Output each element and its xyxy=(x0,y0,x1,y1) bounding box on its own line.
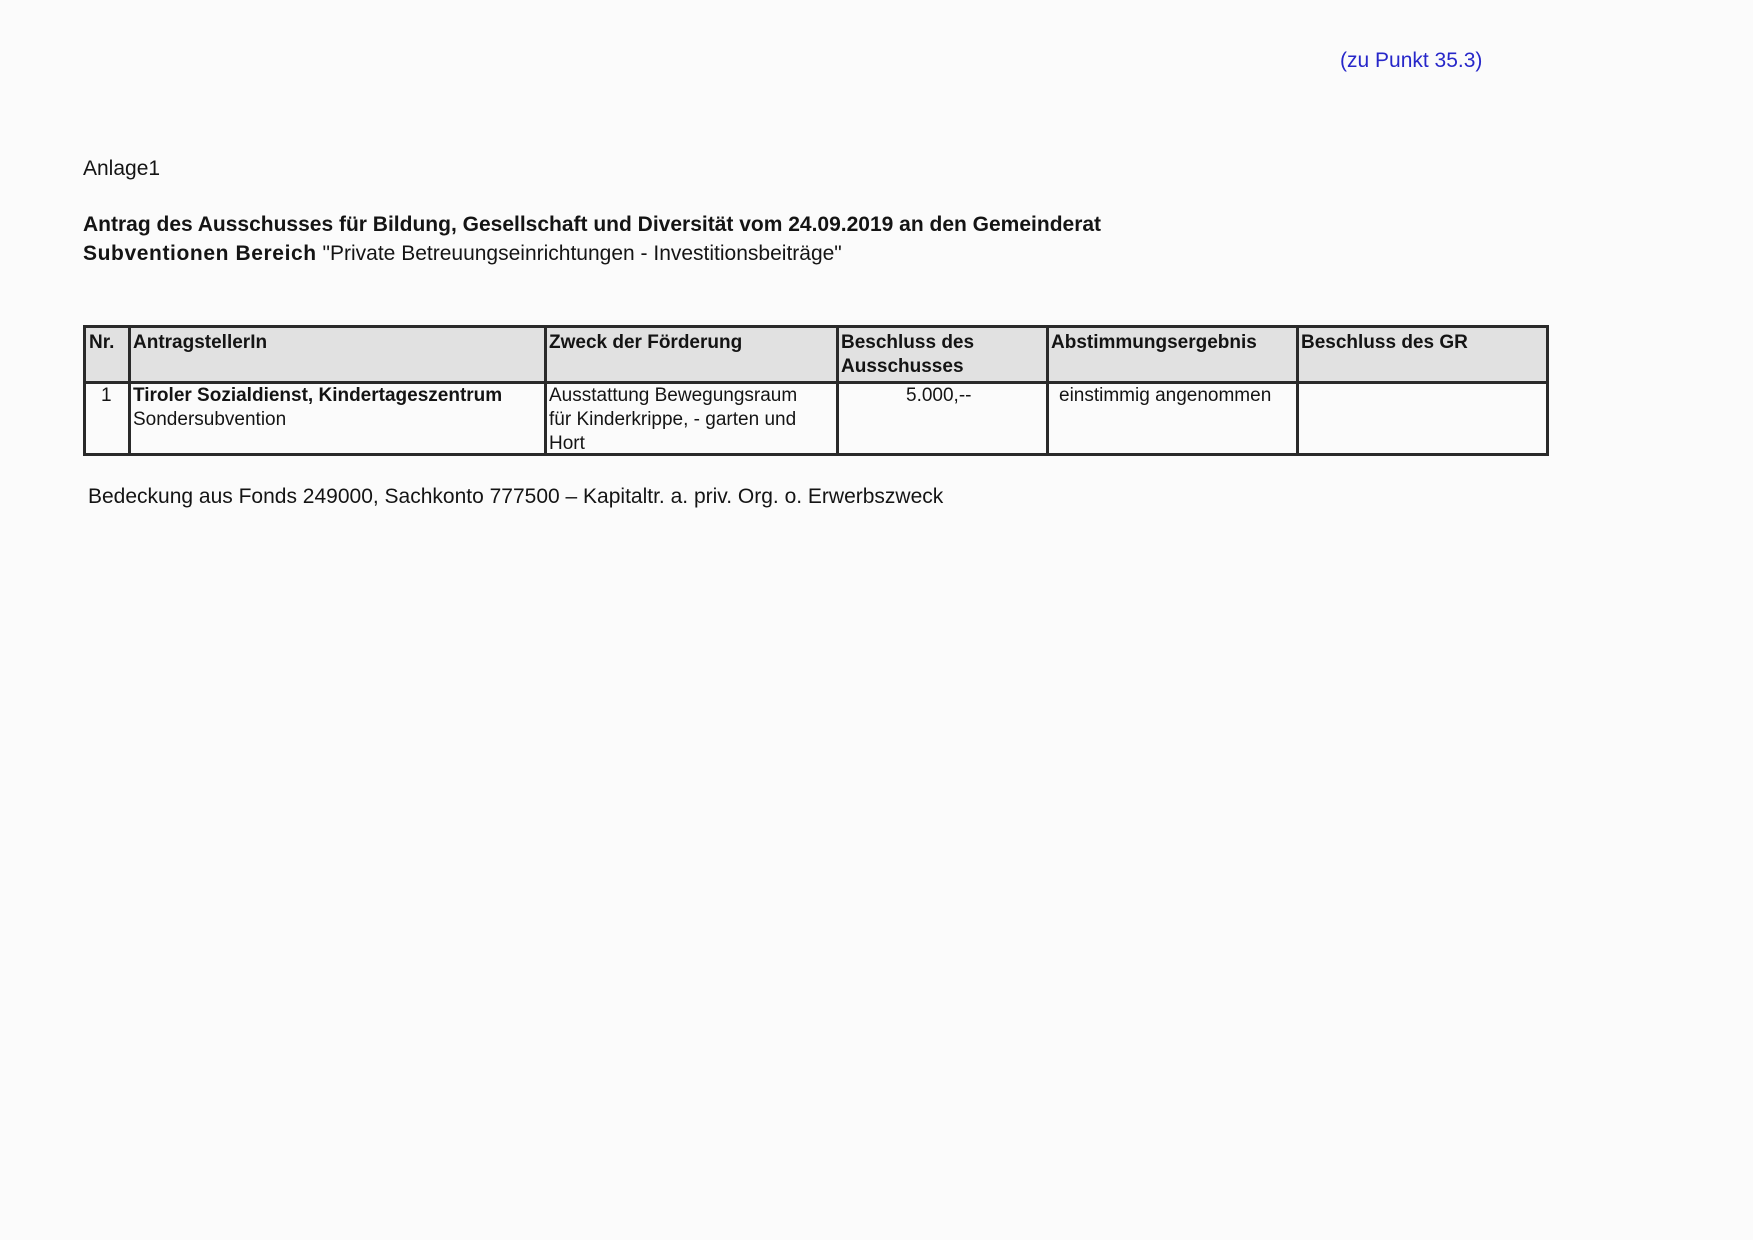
applicant-name: Tiroler Sozialdienst, Kindertageszentrum xyxy=(133,385,503,406)
subsidy-table xyxy=(83,325,1549,456)
subtitle-bold: Subventionen Bereich xyxy=(83,242,317,265)
row-applicant xyxy=(133,384,502,432)
column-divider xyxy=(544,328,547,453)
row-amount: 5.000,-- xyxy=(906,385,972,406)
column-header-gr-decision: Beschluss des GR xyxy=(1301,332,1468,353)
attachment-label: Anlage1 xyxy=(83,157,161,180)
row-purpose xyxy=(549,384,797,456)
column-divider xyxy=(1296,328,1299,453)
column-divider xyxy=(836,328,839,453)
document-title: Antrag des Ausschusses für Bildung, Gesellschaft und Diversität vom 24.09.2019 an den Gemeinderat xyxy=(83,213,1102,236)
column-header-purpose: Zweck der Förderung xyxy=(549,332,743,353)
subtitle-text: "Private Betreuungseinrichtungen - Investitionsbeiträge" xyxy=(316,242,842,265)
row-nr: 1 xyxy=(101,385,112,406)
purpose-line: für Kinderkrippe, - garten und xyxy=(549,409,797,430)
column-header-vote: Abstimmungsergebnis xyxy=(1051,332,1257,353)
purpose-line: Ausstattung Bewegungsraum xyxy=(549,385,798,406)
applicant-subtype: Sondersubvention xyxy=(133,409,287,430)
purpose-line: Hort xyxy=(549,433,585,454)
reference-label: (zu Punkt 35.3) xyxy=(1340,49,1483,72)
column-header-committee-decision-line1: Beschluss des xyxy=(841,332,975,353)
row-vote: einstimmig angenommen xyxy=(1059,385,1272,406)
column-divider xyxy=(1046,328,1049,453)
column-header-nr: Nr. xyxy=(89,332,115,353)
column-header-applicant: AntragstellerIn xyxy=(133,332,268,353)
column-header-committee-decision xyxy=(841,331,974,379)
column-header-committee-decision-line2: Ausschusses xyxy=(841,356,964,377)
document-subtitle xyxy=(83,242,842,266)
column-divider xyxy=(128,328,131,453)
coverage-note: Bedeckung aus Fonds 249000, Sachkonto 777500 – Kapitaltr. a. priv. Org. o. Erwerbszweck xyxy=(88,485,944,508)
